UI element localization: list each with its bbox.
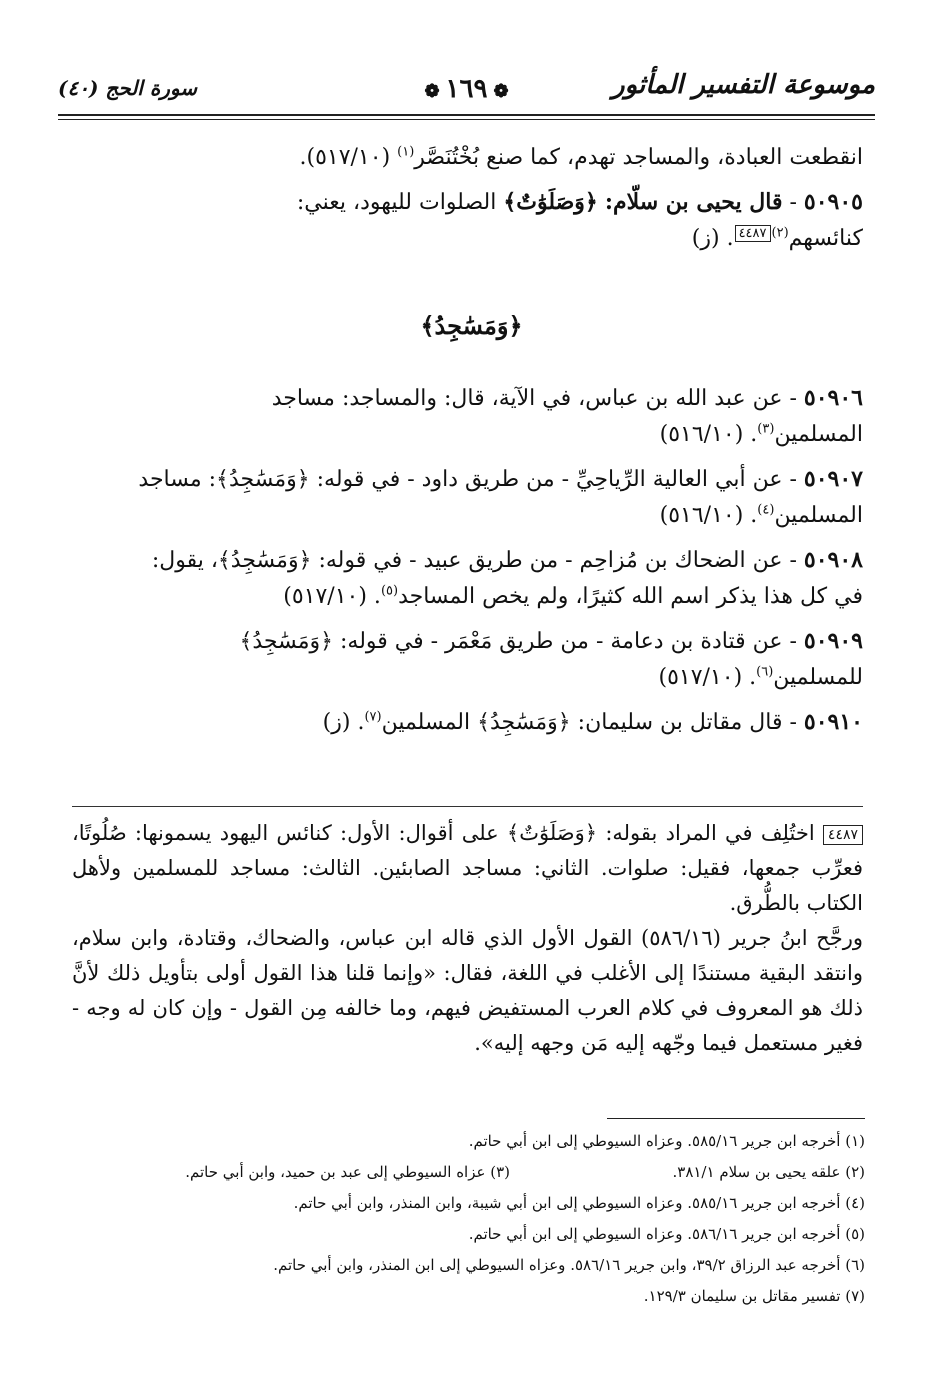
surah-name: سورة الحج (٤٠)	[58, 76, 198, 100]
entry-text: عن أبي العالية الرِّياحِيِّ - من طريق داود - في قوله: ﴿وَمَسَٰجِدُ﴾: مساجد	[138, 467, 783, 492]
entry-line: ٥٠٩١٠ - قال مقاتل بن سليمان: ﴿وَمَسَٰجِدُ﴾ المسلمين$^{(٧)}$. (ز)	[322, 709, 863, 735]
commentary-text: اختُلِف في المراد بقوله: ﴿وَصَلَوَٰتٌ﴾ على أقوال: الأول: كنائس اليهود يسمونها: صُلُوتًا، فعرِّب جمعها، فقيل: صلوات. الثاني: مساجد الصابئين. الثالث: مساجد للمسلمين ولأهل الكتاب بالطُّرق.	[72, 821, 863, 915]
entry-line: ٥٠٩٠٧ - عن أبي العالية الرِّياحِيِّ - من طريق داود - في قوله: ﴿وَمَسَٰجِدُ﴾: مساجد	[138, 466, 863, 492]
entry-number: ٥٠٩٠٦	[803, 385, 863, 411]
commentary-rule	[72, 806, 863, 807]
entry-line	[80, 498, 863, 534]
commentary-ref-box[interactable]: ٤٤٨٧	[735, 225, 771, 242]
entry-line	[80, 660, 863, 696]
main-text	[80, 140, 863, 749]
commentary-paragraph	[72, 816, 863, 921]
footnote-rule	[607, 1118, 865, 1119]
footnote-ref[interactable]: (٧)	[364, 709, 382, 725]
footnote: (٢) علقه يحيى بن سلام ٣٨١/١.	[672, 1163, 865, 1181]
commentary-paragraph	[72, 921, 863, 1061]
quran-quote: ﴿وَصَلَوَٰتٌ﴾	[503, 189, 598, 215]
footnote-ref[interactable]: (٦)	[756, 664, 774, 680]
reference: (٥١٧/١٠).	[299, 145, 391, 170]
entry-text: المسلمين	[774, 422, 863, 447]
page-header	[58, 62, 875, 124]
entry-number: ٥٠٩١٠	[803, 709, 863, 735]
entry	[80, 140, 863, 176]
entry-line: ٥٠٩٠٦ - عن عبد الله بن عباس، في الآية، قال: والمساجد: مساجد	[271, 385, 863, 411]
entry	[80, 380, 863, 453]
footnote: (٦) أخرجه عبد الرزاق ٣٩/٢، وابن جرير ٥٨٦/١٦. وعزاه السيوطي إلى ابن المنذر، وابن أبي حاتم.	[273, 1256, 865, 1274]
commentary-block	[72, 816, 863, 1061]
reference: . (ز)	[322, 710, 365, 735]
entry-text: كنائسهم	[788, 226, 863, 251]
page-number	[418, 74, 514, 104]
entry-line: ٥٠٩٠٩ - عن قتادة بن دعامة - من طريق مَعْمَر - في قوله: ﴿وَمَسَٰجِدُ﴾	[239, 628, 863, 654]
footnote: (٥) أخرجه ابن جرير ٥٨٦/١٦. وعزاه السيوطي إلى ابن أبي حاتم.	[468, 1225, 865, 1243]
footnote-row	[70, 1157, 865, 1188]
reference: . (٥١٧/١٠)	[283, 584, 381, 609]
section-heading: ﴿وَمَسَٰجِدُ﴾	[420, 311, 523, 340]
entry-line	[80, 417, 863, 453]
commentary-text: ورجَّح ابنُ جرير (٥٨٦/١٦) القول الأول الذي قاله ابن عباس، والضحاك، وقتادة، وابن سلام، وانتقد البقية مستندًا إلى الأغلب في اللغة، فقال: «وإنما قلنا هذا القول أولى بتأويل ذلك لأنَّ ذلك هو المعروف في كلام العرب المستفيض فيهم، وما خالفه مِن القول - وإن كان له وجه - فغير مستعمل فيما وجّهه إليه مَن وجهه إليه».	[72, 926, 863, 1055]
reference: . (٥١٦/١٠)	[659, 503, 758, 528]
book-title: موسوعة التفسير المأثور	[612, 70, 875, 100]
page-number-value: ١٦٩	[445, 74, 488, 104]
entry	[80, 623, 863, 696]
entry	[80, 704, 863, 741]
entry-text: في كل هذا يذكر اسم الله كثيرًا، ولم يخص المساجد	[398, 584, 863, 609]
entry-text: قال يحيى بن سلّام:	[604, 189, 783, 215]
footnote-ref[interactable]: (٥)	[380, 583, 399, 599]
entry-text: للمسلمين	[773, 665, 863, 690]
footnote-ref[interactable]: (٣)	[757, 421, 775, 437]
entry-line	[80, 579, 863, 615]
footnote-ref[interactable]: (٤)	[757, 502, 775, 518]
entry	[80, 184, 863, 257]
entry	[80, 461, 863, 534]
entry-text: انقطعت العبادة، والمساجد تهدم، كما صنع بُخْتُنَصَّر	[414, 145, 863, 170]
entry-text: عن قتادة بن دعامة - من طريق مَعْمَر - في قوله: ﴿وَمَسَٰجِدُ﴾	[239, 629, 783, 654]
entry-number: ٥٠٩٠٧	[803, 466, 863, 492]
entry-text: عن عبد الله بن عباس، في الآية، قال: والمساجد: مساجد	[271, 386, 783, 411]
entry-text: المسلمين	[774, 503, 863, 528]
reference: . (٥١٧/١٠)	[658, 665, 757, 690]
reference: . (٥١٦/١٠)	[659, 422, 758, 447]
entry-line: ٥٠٩٠٥ - قال يحيى بن سلّام: ﴿وَصَلَوَٰتٌ﴾ الصلوات لليهود، يعني:	[296, 189, 863, 215]
header-rule	[58, 114, 875, 120]
footnotes	[70, 1126, 865, 1312]
commentary-box-number: ٤٤٨٧	[823, 825, 863, 845]
footnote: (٧) تفسير مقاتل بن سليمان ١٢٩/٣.	[643, 1287, 865, 1305]
entry	[80, 542, 863, 615]
entry-number: ٥٠٩٠٥	[803, 189, 863, 215]
footnote-ref[interactable]: (١)	[397, 144, 415, 160]
ornament-icon: ❁	[493, 81, 509, 102]
entry-text: قال مقاتل بن سليمان: ﴿وَمَسَٰجِدُ﴾ المسلمين	[381, 710, 783, 735]
footnote: (٤) أخرجه ابن جرير ٥٨٥/١٦. وعزاه السيوطي إلى ابن أبي شيبة، وابن المنذر، وابن أبي حاتم.	[293, 1194, 865, 1212]
entry-text: عن الضحاك بن مُزاحِم - من طريق عبيد - في قوله: ﴿وَمَسَٰجِدُ﴾، يقول:	[151, 548, 783, 573]
entry-number: ٥٠٩٠٨	[803, 547, 863, 573]
entry-line	[80, 221, 863, 257]
footnote: (١) أخرجه ابن جرير ٥٨٥/١٦. وعزاه السيوطي إلى ابن أبي حاتم.	[468, 1132, 865, 1150]
entry-line: ٥٠٩٠٨ - عن الضحاك بن مُزاحِم - من طريق عبيد - في قوله: ﴿وَمَسَٰجِدُ﴾، يقول:	[151, 547, 863, 573]
entry-line	[80, 140, 863, 176]
footnote-ref[interactable]: (٢)	[771, 225, 789, 241]
footnote: (٣) عزاه السيوطي إلى عبد بن حميد، وابن أبي حاتم.	[185, 1163, 510, 1181]
entry-text: الصلوات لليهود، يعني:	[296, 190, 497, 215]
ornament-icon: ❁	[424, 81, 440, 102]
reference: . (ز)	[691, 226, 734, 251]
entry-number: ٥٠٩٠٩	[803, 628, 863, 654]
